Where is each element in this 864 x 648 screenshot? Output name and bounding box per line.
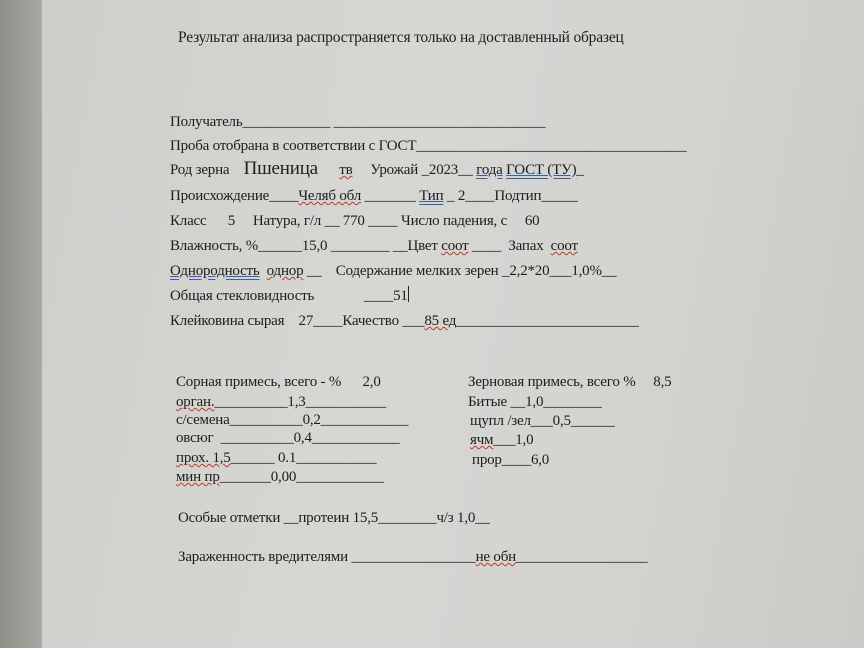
grain-item-shriveled: щупл /зел___0,5______ bbox=[470, 413, 615, 429]
moisture-value: 15,0 bbox=[301, 238, 328, 254]
grain-item-label: Битые bbox=[468, 394, 507, 410]
recipient-row: Получатель____________ _____________________________ bbox=[170, 114, 546, 130]
grain-item-label: ячм bbox=[470, 432, 494, 448]
uniformity-label: Однородность bbox=[170, 263, 260, 279]
small-grain-sieve: 2,2*20 bbox=[509, 263, 550, 279]
class-label: Класс bbox=[170, 213, 207, 229]
quality-value: 85 ед bbox=[424, 313, 457, 329]
weed-item-label: овсюг bbox=[176, 430, 214, 446]
grain-item-barley: ячм___1,0 bbox=[470, 432, 534, 448]
grain-impurity-total: 8,5 bbox=[653, 374, 672, 390]
harvest-suffix: года bbox=[476, 162, 503, 178]
falling-label: Число падения, с bbox=[401, 213, 508, 229]
pests-value: не обн bbox=[475, 549, 516, 565]
weed-item-value: 0.1 bbox=[277, 450, 297, 466]
grain-impurity-label: Зерновая примесь, всего % bbox=[468, 374, 636, 390]
vitreousness-value[interactable]: 51 bbox=[393, 288, 408, 304]
moisture-row: Влажность, %______15,0 ________ __Цвет соот ____ Запах соот bbox=[170, 238, 578, 254]
color-label: Цвет bbox=[407, 238, 438, 254]
class-row: Класс 5 Натура, г/л __ 770 ____ Число падения, с 60 bbox=[170, 213, 540, 229]
origin-label: Происхождение bbox=[170, 188, 270, 204]
grain-label: Род зерна bbox=[170, 162, 230, 178]
grain-item-value: 6,0 bbox=[530, 452, 550, 468]
gluten-row: Клейковина сырая 27____Качество ___85 ед_________________________ bbox=[170, 313, 639, 329]
notes-protein: протеин 15,5 bbox=[298, 510, 379, 526]
grain-item-sprouted: прор____6,0 bbox=[472, 452, 550, 468]
sample-label: Проба отобрана в соответствии с ГОСТ bbox=[170, 138, 417, 154]
grain-item-label: щупл /зел bbox=[470, 413, 531, 429]
weed-impurity-total: 2,0 bbox=[362, 374, 381, 390]
notes-ch-z: ч/з 1,0 bbox=[436, 510, 476, 526]
weed-item-passage: прох. 1,5______ 0.1___________ bbox=[176, 450, 377, 466]
text-cursor bbox=[408, 286, 409, 302]
natura-value: 770 bbox=[342, 213, 365, 229]
weed-item-value: 0,2 bbox=[302, 412, 321, 428]
small-grain-label: Содержание мелких зерен bbox=[335, 263, 499, 279]
weed-impurity-header bbox=[176, 373, 381, 391]
vitreousness-row: Общая стекловидность ____51 bbox=[170, 288, 408, 304]
grain-item-label: прор bbox=[472, 452, 502, 468]
sample-row: Проба отобрана в соответствии с ГОСТ_____________________________________ bbox=[170, 138, 687, 154]
weed-item-value: 0,4 bbox=[293, 430, 312, 446]
class-value: 5 bbox=[227, 213, 236, 229]
subtype-label: Подтип bbox=[494, 188, 542, 204]
quality-label: Качество bbox=[342, 313, 399, 329]
grain-row: Род зерна Пшеница тв Урожай _2023__ года ГОСТ (ТУ)_ bbox=[170, 158, 584, 179]
weed-item-value: 0,00 bbox=[270, 469, 297, 485]
harvest-label: Урожай bbox=[370, 162, 419, 178]
vitreousness-label: Общая стекловидность bbox=[170, 288, 315, 304]
pests-row: Зараженность вредителями _________________не обн__________________ bbox=[178, 549, 648, 565]
weed-item-value: 1,3 bbox=[287, 394, 306, 410]
weed-item-mineral: мин пр_______0,00____________ bbox=[176, 469, 384, 485]
weed-item-label: орган. bbox=[176, 394, 215, 410]
recipient-label: Получатель bbox=[170, 114, 243, 130]
weed-item-label: с/семена bbox=[176, 412, 230, 428]
weed-item-organic: орган.__________1,3___________ bbox=[176, 394, 386, 410]
uniformity-row: Однородность однор __ Содержание мелких зерен _2,2*20___1,0%__ bbox=[170, 263, 617, 279]
origin-value: Челяб обл bbox=[298, 188, 361, 204]
uniformity-value: однор bbox=[266, 263, 304, 279]
document-header: Результат анализа распространяется только на доставленный образец bbox=[178, 29, 624, 46]
document-page[interactable] bbox=[42, 0, 864, 648]
monitor-bezel bbox=[0, 0, 48, 648]
type-value: 2 bbox=[457, 188, 466, 204]
smell-value: соот bbox=[550, 238, 578, 254]
grain-impurity-header bbox=[468, 373, 671, 391]
grain-item-value: 1,0 bbox=[525, 394, 544, 410]
origin-row: Происхождение____Челяб обл _______ Тип _ 2____Подтип_____ bbox=[170, 188, 578, 204]
type-label: Тип bbox=[419, 188, 444, 204]
smell-label: Запах bbox=[508, 238, 544, 254]
gluten-label: Клейковина сырая bbox=[170, 313, 285, 329]
gost-label: ГОСТ (ТУ) bbox=[506, 162, 577, 178]
weed-item-label: мин пр bbox=[176, 469, 220, 485]
grain-item-broken: Битые __1,0________ bbox=[468, 394, 602, 410]
weed-impurity-label: Сорная примесь, всего - % bbox=[176, 374, 342, 390]
weed-item-label: прох. 1,5 bbox=[176, 450, 231, 466]
grain-item-value: 0,5 bbox=[552, 413, 571, 429]
weed-item-seeds: с/семена__________0,2____________ bbox=[176, 412, 409, 428]
small-grain-value: 1,0% bbox=[571, 263, 602, 279]
gluten-value: 27 bbox=[298, 313, 314, 329]
notes-row: Особые отметки __протеин 15,5________ч/з 1,0__ bbox=[178, 510, 490, 526]
falling-value: 60 bbox=[524, 213, 540, 229]
weed-item-oats: овсюг __________0,4____________ bbox=[176, 430, 400, 446]
grain-subtype: тв bbox=[339, 162, 353, 178]
natura-label: Натура, г/л bbox=[252, 213, 322, 229]
grain-item-value: 1,0 bbox=[515, 432, 534, 448]
moisture-label: Влажность, % bbox=[170, 238, 259, 254]
grain-value: Пшеница bbox=[243, 158, 318, 179]
notes-label: Особые отметки bbox=[178, 510, 281, 526]
pests-label: Зараженность вредителями bbox=[178, 549, 348, 565]
harvest-year: 2023 bbox=[428, 162, 459, 178]
color-value: соот bbox=[441, 238, 469, 254]
